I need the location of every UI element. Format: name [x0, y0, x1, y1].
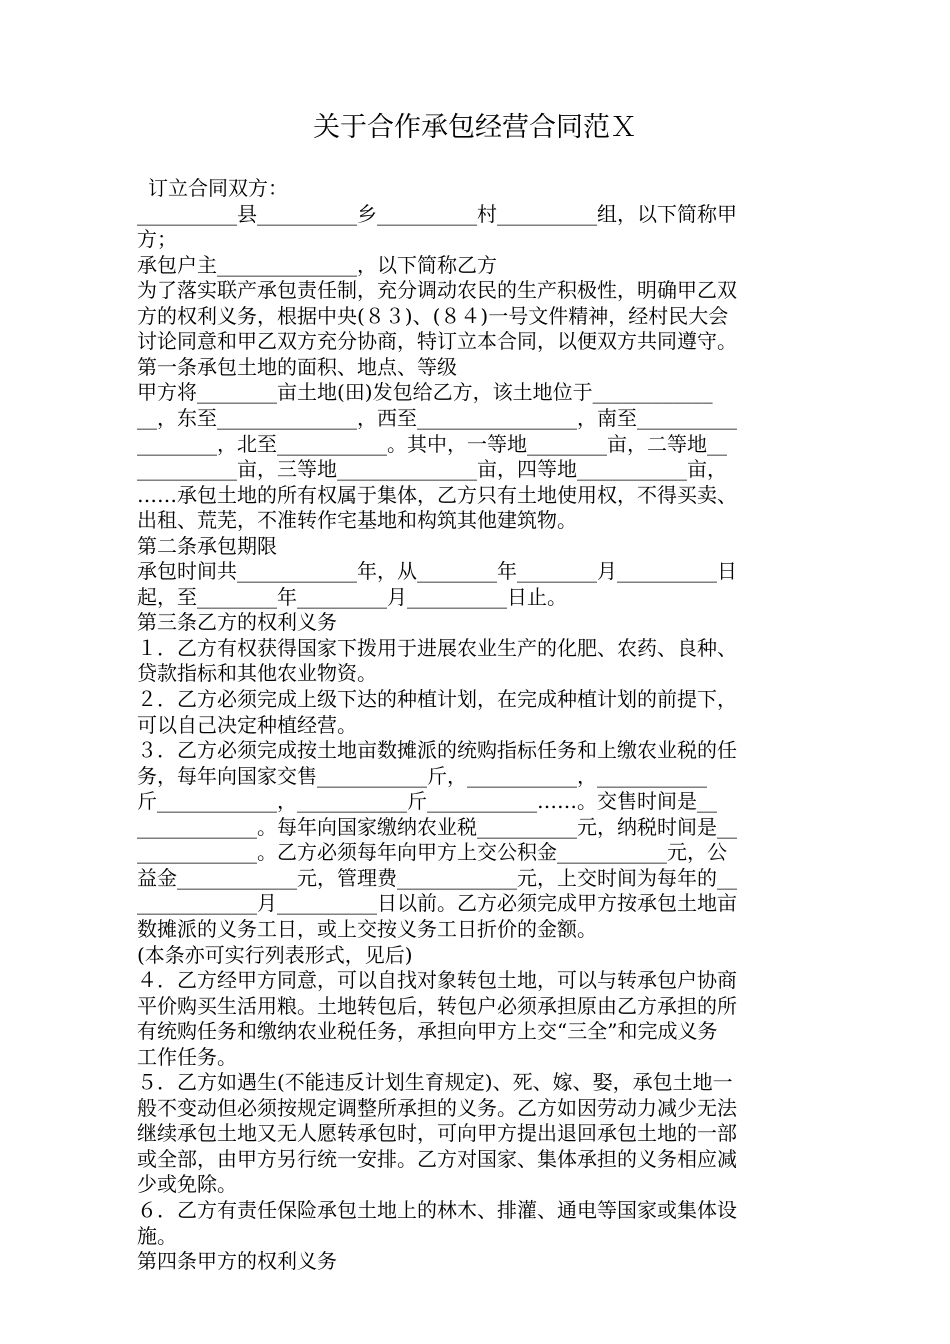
body-line: 可以自己决定种植经营。	[137, 712, 357, 737]
body-line: 第四条甲方的权利义务	[137, 1249, 337, 1274]
body-line: 有统购任务和缴纳农业税任务，承担向甲方上交“三全”和完成义务	[137, 1019, 718, 1044]
body-line: 般不变动但必须按规定调整所承担的义务。乙方如因劳动力减少无法	[137, 1095, 737, 1120]
body-line: 承包户主______________，以下简称乙方	[137, 252, 497, 277]
body-line: ________，北至___________。其中，一等地________亩，二等地__	[137, 431, 727, 456]
body-line: ……承包土地的所有权属于集体，乙方只有土地使用权，不得买卖、	[137, 482, 737, 507]
body-line: 工作任务。	[137, 1044, 237, 1069]
body-line: 贷款指标和其他农业物资。	[137, 661, 377, 686]
body-line: 起，至________年_________月__________日止。	[137, 584, 567, 609]
body-line: 数摊派的义务工日，或上交按义务工日折价的金额。	[137, 916, 597, 941]
body-line: __，东至______________，西至________________，南至__________	[137, 405, 737, 430]
body-line: 或全部，由甲方另行统一安排。乙方对国家、集体承担的义务相应减	[137, 1146, 737, 1171]
body-line: 斤____________，___________斤___________……。交售时间是__	[137, 789, 717, 814]
body-line: 少或免除。	[137, 1172, 237, 1197]
body-line: 第二条承包期限	[137, 533, 277, 558]
body-line: __________亩，三等地______________亩，四等地___________亩，	[137, 457, 727, 482]
body-line: ３．乙方必须完成按土地亩数摊派的统购指标任务和上缴农业税的任	[137, 738, 737, 763]
body-line: ____________月__________日以前。乙方必须完成甲方按承包土地亩	[137, 891, 737, 916]
body-line: ６．乙方有责任保险承包土地上的林木、排灌、通电等国家或集体设	[137, 1198, 737, 1222]
body-line: 方的权利义务，根据中央(８３)、(８４)一号文件精神，经村民大会	[137, 303, 729, 328]
body-line: 务，每年向国家交售___________斤，___________，___________	[137, 763, 707, 788]
body-line: ５．乙方如遇生(不能违反计划生育规定)、死、嫁、娶，承包土地一	[137, 1070, 733, 1095]
body-line: 平价购买生活用粮。土地转包后，转包户必须承担原由乙方承担的所	[137, 993, 737, 1018]
body-line: 甲方将________亩土地(田)发包给乙方，该土地位于____________	[137, 380, 713, 405]
body-line: ２．乙方必须完成上级下达的种植计划，在完成种植计划的前提下，	[137, 687, 737, 711]
body-line: 继续承包土地又无人愿转承包时，可向甲方提出退回承包土地的一部	[137, 1121, 737, 1146]
body-line: ____________。每年向国家缴纳农业税__________元，纳税时间是__	[137, 814, 737, 839]
body-line: __________县__________乡__________村__________组，以下简称甲	[137, 201, 737, 226]
body-line: 第一条承包土地的面积、地点、等级	[137, 354, 457, 379]
document-title: 关于合作承包经营合同范Ｘ	[313, 112, 637, 143]
body-line: 为了落实联产承包责任制，充分调动农民的生产积极性，明确甲乙双	[137, 278, 737, 303]
body-line: 出租、荒芜，不准转作宅基地和构筑其他建筑物。	[137, 508, 577, 533]
body-line: ____________。乙方必须每年向甲方上交公积金___________元，公	[137, 840, 727, 865]
body-line: 讨论同意和甲乙双方充分协商，特订立本合同，以便双方共同遵守。	[137, 329, 737, 354]
body-line: 第三条乙方的权利义务	[137, 610, 337, 635]
body-line: 益金____________元，管理费____________元，上交时间为每年的__	[137, 865, 737, 890]
body-line: 施。	[137, 1223, 177, 1248]
body-line: ４．乙方经甲方同意，可以自找对象转包土地，可以与转承包户协商	[137, 968, 737, 993]
body-line: 方；	[137, 227, 177, 252]
body-line: １．乙方有权获得国家下拨用于进展农业生产的化肥、农药、良种、	[137, 635, 737, 660]
body-line: (本条亦可实行列表形式，见后)	[137, 942, 413, 967]
body-line: 订立合同双方：	[148, 176, 288, 200]
body-line: 承包时间共____________年，从________年________月__________日	[137, 559, 737, 584]
